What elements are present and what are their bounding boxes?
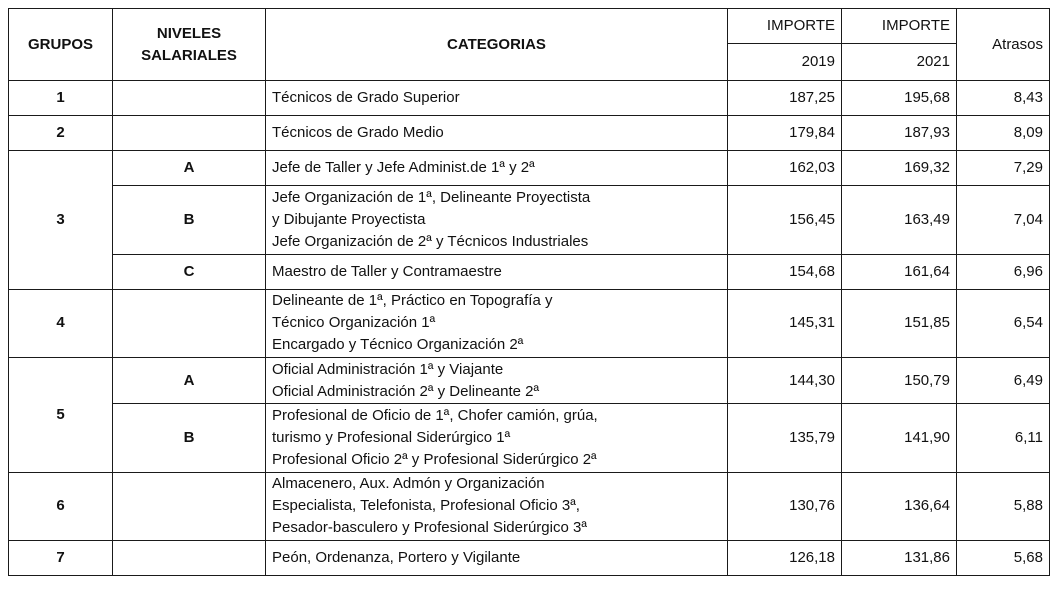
categoria-cell bbox=[266, 151, 728, 186]
niveles-line-2: SALARIALES bbox=[141, 46, 237, 64]
importe-2021-cell: 161,64 bbox=[842, 254, 957, 289]
col-header-atrasos: Atrasos bbox=[957, 9, 1050, 81]
importe-2019-cell: 126,18 bbox=[728, 540, 842, 575]
categoria-line: Jefe Organización de 1ª, Delineante Proyectista bbox=[272, 189, 591, 207]
atrasos-cell: 7,04 bbox=[957, 186, 1050, 254]
categoria-cell bbox=[266, 81, 728, 116]
grupo-cell: 4 bbox=[9, 289, 113, 357]
categoria-cell bbox=[266, 289, 728, 357]
importe-2019-cell: 154,68 bbox=[728, 254, 842, 289]
niveles-line-1: NIVELES bbox=[156, 24, 222, 42]
categoria-line: Almacenero, Aux. Admón y Organización bbox=[272, 475, 545, 493]
table-row bbox=[9, 289, 1050, 357]
importe-2019-cell: 135,79 bbox=[728, 404, 842, 472]
nivel-cell: B bbox=[113, 404, 266, 472]
table-row bbox=[9, 151, 1050, 186]
col-header-importe-2021: IMPORTE bbox=[842, 9, 957, 44]
importe-2021-cell: 187,93 bbox=[842, 116, 957, 151]
nivel-cell bbox=[113, 540, 266, 575]
table-row bbox=[9, 116, 1050, 151]
importe-2019-cell: 156,45 bbox=[728, 186, 842, 254]
nivel-cell: A bbox=[113, 151, 266, 186]
categoria-line: Profesional de Oficio de 1ª, Chofer camión, grúa, bbox=[272, 406, 598, 424]
atrasos-cell: 5,88 bbox=[957, 472, 1050, 540]
categoria-line: y Dibujante Proyectista bbox=[272, 211, 426, 229]
grupo-cell: 3 bbox=[9, 151, 113, 290]
grupo-cell: 1 bbox=[9, 81, 113, 116]
atrasos-cell: 6,54 bbox=[957, 289, 1050, 357]
importe-2021-cell: 150,79 bbox=[842, 358, 957, 404]
categoria-cell bbox=[266, 404, 728, 472]
importe-2021-cell: 169,32 bbox=[842, 151, 957, 186]
categoria-cell bbox=[266, 116, 728, 151]
atrasos-cell: 5,68 bbox=[957, 540, 1050, 575]
atrasos-cell: 6,11 bbox=[957, 404, 1050, 472]
nivel-cell bbox=[113, 289, 266, 357]
atrasos-cell: 7,29 bbox=[957, 151, 1050, 186]
col-header-year-2021: 2021 bbox=[842, 44, 957, 81]
nivel-cell bbox=[113, 472, 266, 540]
grupo-cell: 2 bbox=[9, 116, 113, 151]
categoria-line: Delineante de 1ª, Práctico en Topografía y bbox=[272, 292, 553, 310]
importe-2021-cell: 136,64 bbox=[842, 472, 957, 540]
table-row bbox=[9, 540, 1050, 575]
categoria-line: Pesador-basculero y Profesional Siderúrgico 3ª bbox=[272, 519, 587, 537]
categoria-line: Oficial Administración 1ª y Viajante bbox=[272, 360, 504, 378]
categoria-cell bbox=[266, 254, 728, 289]
importe-2021-cell: 141,90 bbox=[842, 404, 957, 472]
importe-2019-cell: 145,31 bbox=[728, 289, 842, 357]
table-row bbox=[9, 472, 1050, 540]
col-header-categorias: CATEGORIAS bbox=[266, 9, 728, 81]
importe-2021-cell: 195,68 bbox=[842, 81, 957, 116]
atrasos-cell: 8,09 bbox=[957, 116, 1050, 151]
importe-2019-cell: 130,76 bbox=[728, 472, 842, 540]
atrasos-cell: 6,96 bbox=[957, 254, 1050, 289]
col-header-niveles bbox=[113, 9, 266, 81]
col-header-grupos: GRUPOS bbox=[9, 9, 113, 81]
categoria-line: Técnicos de Grado Medio bbox=[272, 124, 444, 142]
categoria-line: Especialista, Telefonista, Profesional Oficio 3ª, bbox=[272, 497, 580, 515]
table-row bbox=[9, 254, 1050, 289]
categoria-line: Maestro de Taller y Contramaestre bbox=[272, 262, 502, 280]
categoria-line: Técnico Organización 1ª bbox=[272, 314, 436, 332]
table-row bbox=[9, 358, 1050, 404]
categoria-cell bbox=[266, 472, 728, 540]
categoria-line: Técnicos de Grado Superior bbox=[272, 89, 460, 107]
importe-2019-cell: 162,03 bbox=[728, 151, 842, 186]
grupo-cell: 6 bbox=[9, 472, 113, 540]
categoria-line: Jefe Organización de 2ª y Técnicos Industriales bbox=[272, 233, 589, 251]
table-row bbox=[9, 404, 1050, 472]
table-row bbox=[9, 186, 1050, 254]
nivel-cell bbox=[113, 81, 266, 116]
nivel-cell bbox=[113, 116, 266, 151]
categoria-cell bbox=[266, 186, 728, 254]
categoria-line: turismo y Profesional Siderúrgico 1ª bbox=[272, 428, 511, 446]
importe-2019-cell: 187,25 bbox=[728, 81, 842, 116]
salary-table bbox=[8, 8, 1050, 576]
nivel-cell: C bbox=[113, 254, 266, 289]
atrasos-cell: 8,43 bbox=[957, 81, 1050, 116]
nivel-cell: A bbox=[113, 358, 266, 404]
categoria-line: Peón, Ordenanza, Portero y Vigilante bbox=[272, 548, 521, 566]
categoria-line: Profesional Oficio 2ª y Profesional Siderúrgico 2ª bbox=[272, 450, 597, 468]
col-header-importe-2019: IMPORTE bbox=[728, 9, 842, 44]
categoria-cell bbox=[266, 358, 728, 404]
table-row bbox=[9, 81, 1050, 116]
importe-2021-cell: 131,86 bbox=[842, 540, 957, 575]
col-header-year-2019: 2019 bbox=[728, 44, 842, 81]
categoria-cell bbox=[266, 540, 728, 575]
importe-2019-cell: 179,84 bbox=[728, 116, 842, 151]
importe-2019-cell: 144,30 bbox=[728, 358, 842, 404]
importe-2021-cell: 151,85 bbox=[842, 289, 957, 357]
grupo-cell: 5 bbox=[9, 358, 113, 472]
categoria-line: Oficial Administración 2ª y Delineante 2ª bbox=[272, 382, 540, 400]
grupo-cell: 7 bbox=[9, 540, 113, 575]
atrasos-cell: 6,49 bbox=[957, 358, 1050, 404]
categoria-line: Encargado y Técnico Organización 2ª bbox=[272, 336, 524, 354]
importe-2021-cell: 163,49 bbox=[842, 186, 957, 254]
categoria-line: Jefe de Taller y Jefe Administ.de 1ª y 2ª bbox=[272, 159, 535, 177]
nivel-cell: B bbox=[113, 186, 266, 254]
